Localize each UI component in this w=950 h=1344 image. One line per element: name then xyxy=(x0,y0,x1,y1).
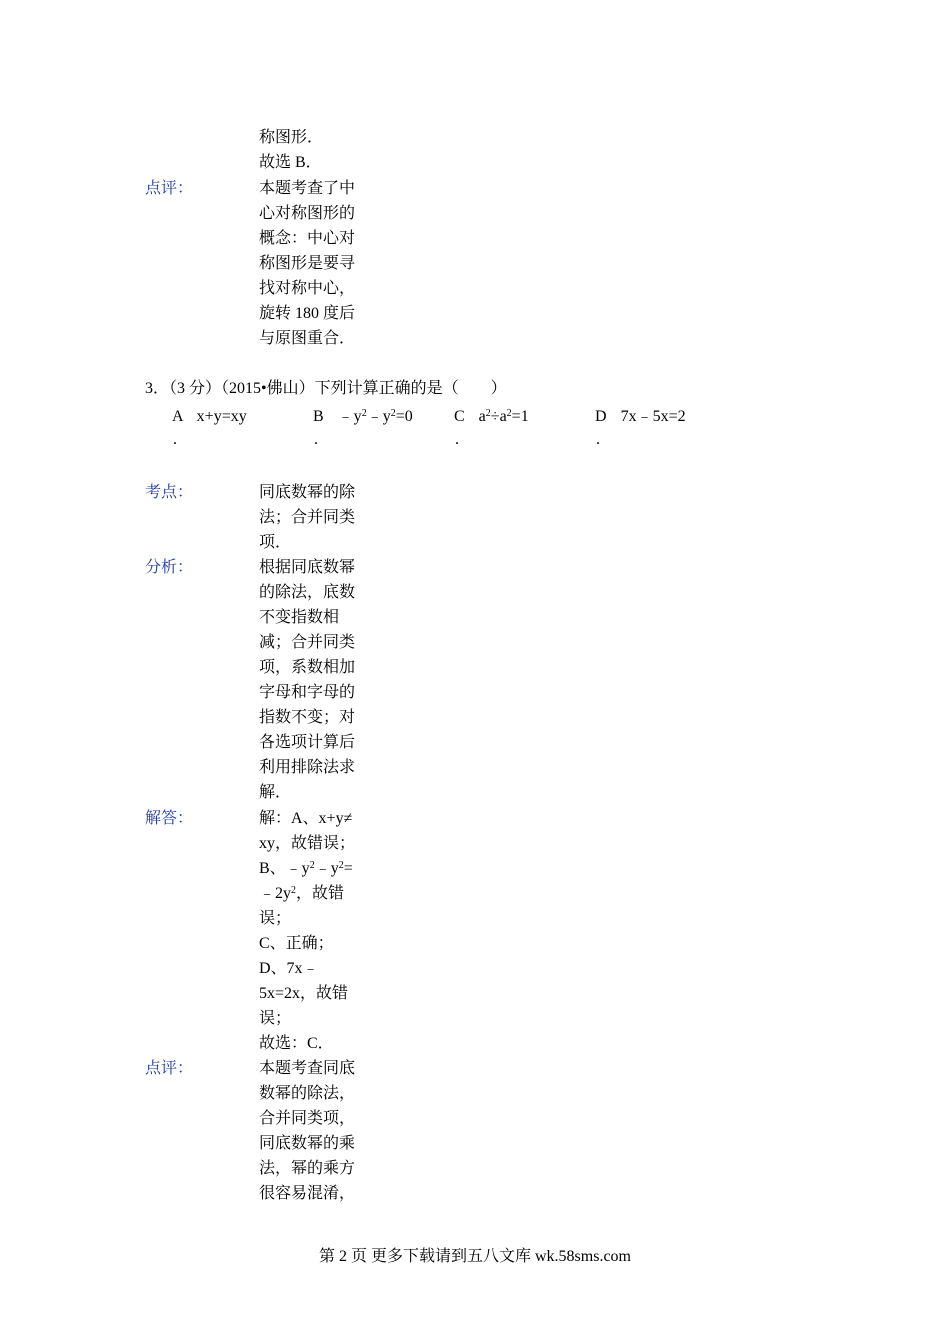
dianping-line-5: 法，幂的乘方 xyxy=(259,1160,356,1177)
option-a xyxy=(172,405,247,429)
prev-comment-line-3: 概念：中心对 xyxy=(259,230,356,247)
prev-comment-line-4: 称图形是要寻 xyxy=(259,255,356,272)
option-b xyxy=(313,405,413,429)
kaodian-line-1: 同底数幂的除 xyxy=(259,484,356,501)
kaodian-label: 考点： xyxy=(145,484,194,501)
fenxi-line-3: 不变指数相 xyxy=(259,609,340,626)
fenxi-line-4: 减；合并同类 xyxy=(259,634,356,651)
option-c-text: $a^2\div a^2=1$ xyxy=(478,408,529,425)
fenxi-line-10: 解． xyxy=(259,784,292,801)
option-c-dot: . xyxy=(455,431,459,448)
dianping-line-2: 数幂的除法， xyxy=(259,1085,356,1102)
prev-comment-line-1: 本题考查了中 xyxy=(259,180,356,197)
option-d-dot: . xyxy=(596,431,600,448)
fenxi-line-7: 指数不变；对 xyxy=(259,709,356,726)
prev-comment-line-7: 与原图重合． xyxy=(259,330,356,347)
option-d xyxy=(595,405,686,429)
dianping-label: 点评： xyxy=(145,1060,194,1077)
option-c xyxy=(454,405,529,429)
fenxi-line-8: 各选项计算后 xyxy=(259,734,356,751)
option-b-dot: . xyxy=(314,431,318,448)
prev-comment-line-6: 旋转 180 度后 xyxy=(259,305,356,322)
prev-answer-line-2: 故选 B． xyxy=(259,154,322,171)
jieda-line-1: 解：A、x+y≠ xyxy=(259,810,353,827)
dianping-line-1: 本题考查同底 xyxy=(259,1060,356,1077)
jieda-line-6: C、正确； xyxy=(259,935,334,952)
jieda-line-4: $﹣2y^2$，故错 xyxy=(259,885,345,902)
page-footer: 第 2 页 更多下载请到五八文库 wk.58sms.com xyxy=(318,1248,631,1265)
jieda-line-9: 误； xyxy=(259,1010,292,1027)
option-c-letter: C xyxy=(454,408,465,425)
fenxi-line-9: 利用排除法求 xyxy=(259,759,356,776)
fenxi-label: 分析： xyxy=(145,559,194,576)
fenxi-line-1: 根据同底数幂 xyxy=(259,559,356,576)
option-b-letter: B xyxy=(313,408,324,425)
option-a-dot: . xyxy=(173,431,177,448)
question-stem: 3．（3 分）（2015•佛山）下列计算正确的是（ ） xyxy=(145,380,507,397)
jieda-line-2: xy，故错误； xyxy=(259,835,356,852)
jieda-line-3: B、$﹣y^2﹣y^2=$ xyxy=(259,860,353,877)
jieda-line-8: 5x=2x，故错 xyxy=(259,985,349,1002)
jieda-line-7: D、7x﹣ xyxy=(259,960,319,977)
prev-comment-line-5: 找对称中心， xyxy=(259,280,356,297)
prev-comment-label: 点评： xyxy=(145,180,194,197)
jieda-line-10: 故选：C． xyxy=(259,1035,334,1052)
fenxi-line-2: 的除法，底数 xyxy=(259,584,356,601)
jieda-line-5: 误； xyxy=(259,910,292,927)
prev-comment-line-2: 心对称图形的 xyxy=(259,205,356,222)
fenxi-line-6: 字母和字母的 xyxy=(259,684,356,701)
option-a-text: x+y=xy xyxy=(196,408,247,425)
option-d-letter: D xyxy=(595,408,607,425)
dianping-line-6: 很容易混淆， xyxy=(259,1185,356,1202)
fenxi-line-5: 项，系数相加 xyxy=(259,659,356,676)
kaodian-line-3: 项． xyxy=(259,534,292,551)
dianping-line-3: 合并同类项， xyxy=(259,1110,356,1127)
jieda-label: 解答： xyxy=(145,810,194,827)
option-b-text: $﹣y^2﹣y^2=0$ xyxy=(337,408,413,425)
kaodian-line-2: 法；合并同类 xyxy=(259,509,356,526)
dianping-line-4: 同底数幂的乘 xyxy=(259,1135,356,1152)
option-d-text: 7x﹣5x=2 xyxy=(620,408,686,425)
option-a-letter: A xyxy=(172,408,183,425)
prev-answer-line-1: 称图形． xyxy=(259,129,324,146)
